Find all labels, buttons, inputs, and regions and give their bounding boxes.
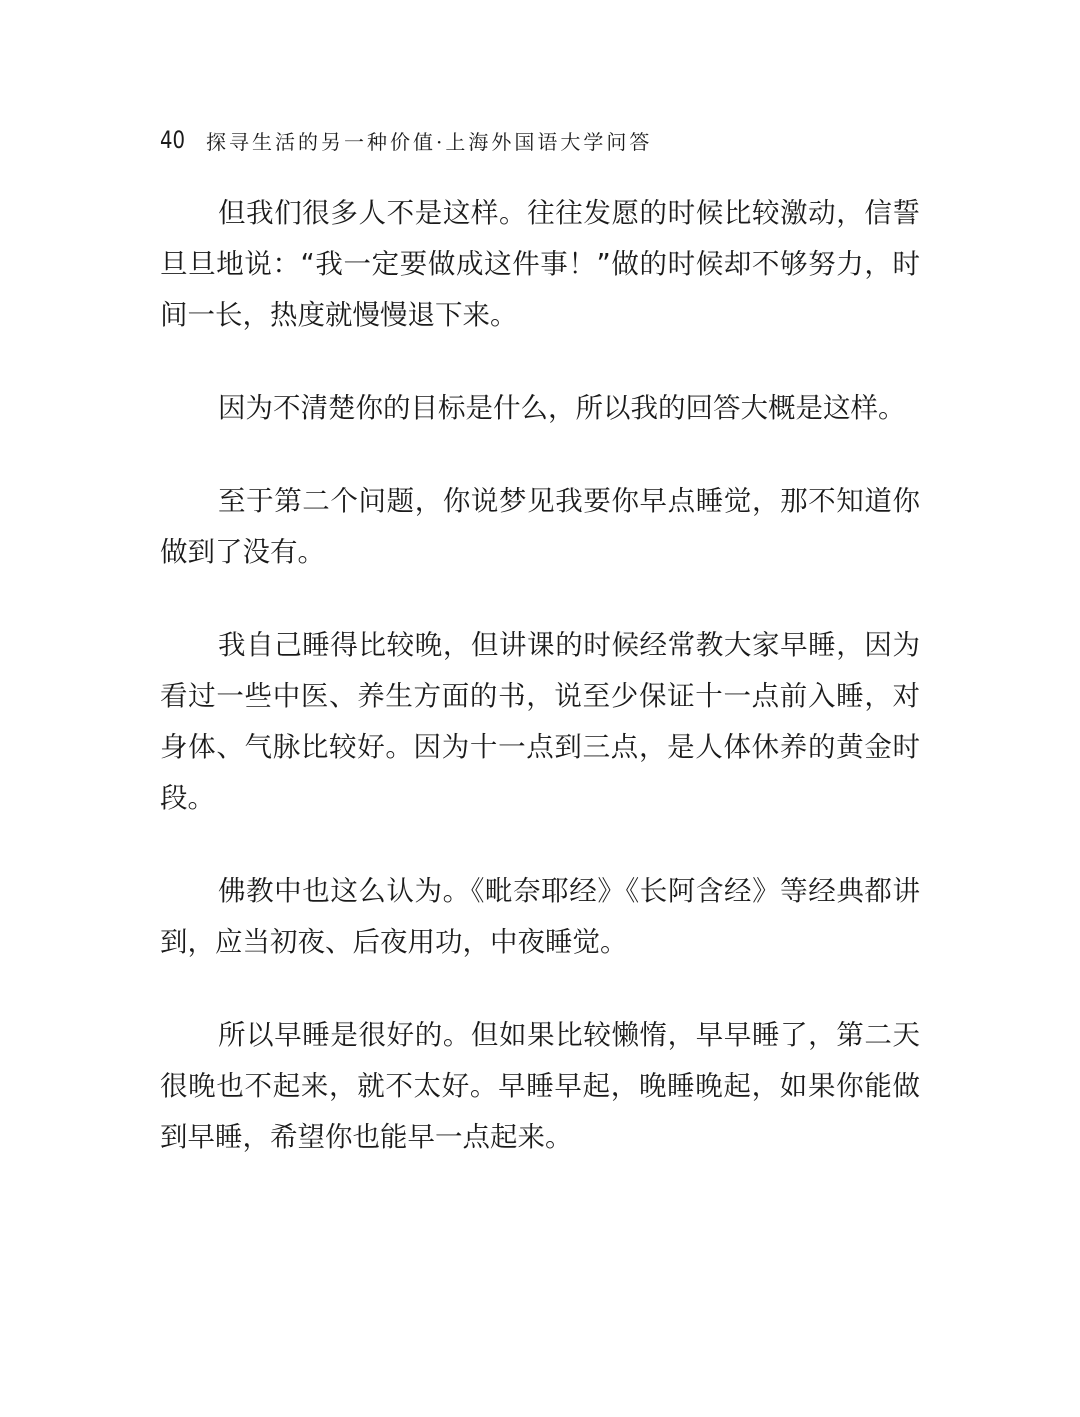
page-number: 40: [160, 126, 186, 154]
paragraph: 所以早睡是很好的。但如果比较懒惰，早早睡了，第二天很晚也不起来，就不太好。早睡早起，晚睡晚起，如果你能做到早睡，希望你也能早一点起来。: [160, 1019, 920, 1153]
paragraph: 但我们很多人不是这样。往往发愿的时候比较激动，信誓旦旦地说：“我一定要做成这件事！”做的时候却不够努力，时间一长，热度就慢慢退下来。: [160, 197, 920, 331]
running-head: [160, 122, 652, 158]
book-title: 探寻生活的另一种价值·上海外国语大学问答: [206, 129, 653, 154]
paragraph: 至于第二个问题，你说梦见我要你早点睡觉，那不知道你做到了没有。: [160, 485, 920, 568]
body-text: [160, 188, 920, 1163]
paragraph: 佛教中也这么认为。《毗奈耶经》《长阿含经》等经典都讲到，应当初夜、后夜用功，中夜睡觉。: [160, 875, 920, 958]
paragraph: 因为不清楚你的目标是什么，所以我的回答大概是这样。: [218, 392, 906, 424]
paragraph: 我自己睡得比较晚，但讲课的时候经常教大家早睡，因为看过一些中医、养生方面的书，说至少保证十一点前入睡，对身体、气脉比较好。因为十一点到三点，是人体休养的黄金时段。: [160, 629, 920, 814]
